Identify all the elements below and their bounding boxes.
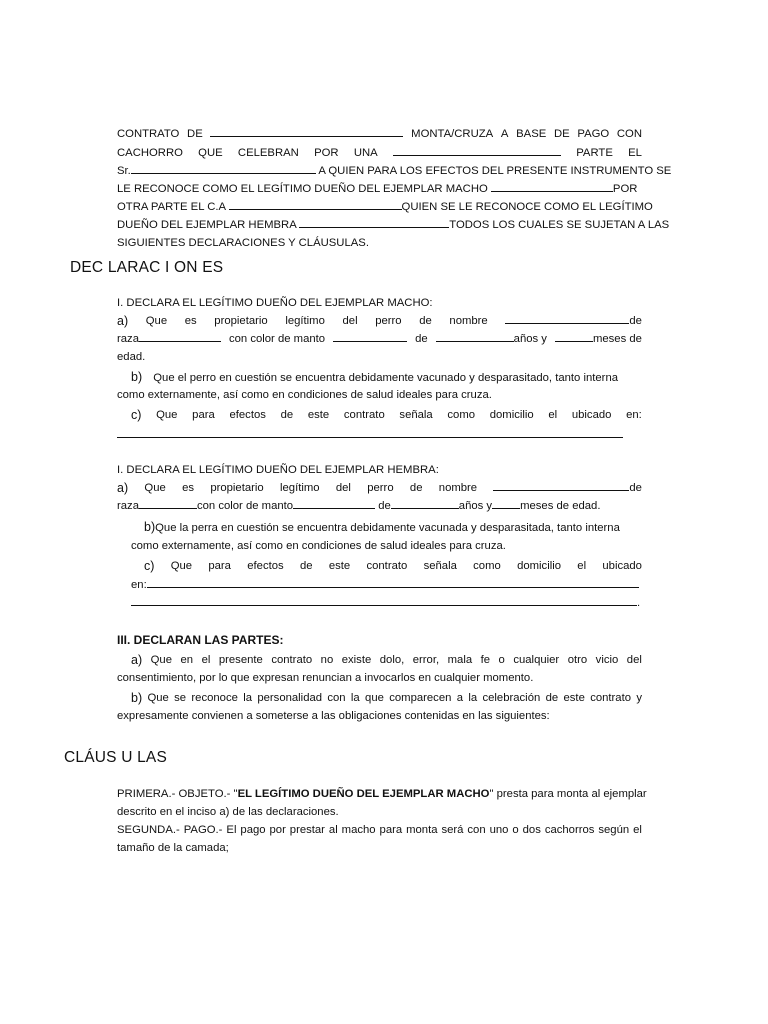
sec2-b-line-1: b)Que la perra en cuestión se encuentra debidamente vacunada y desparasitada, tanto interna [144,520,620,534]
intro-word: DE [553,128,570,140]
sec2-a-line-2: raza con color de manto de años y meses de edad. [117,497,600,515]
intro-word: PARTE [576,147,613,159]
item-label: a) [131,653,143,667]
intro-line-1 [117,125,642,143]
blank-line [147,576,639,588]
sec2-b-line-2: como externamente, así como en condiciones de salud ideales para cruza. [131,540,506,552]
item-label: c) [131,408,142,422]
intro-word: DE [187,128,203,140]
sec2-a-line-1: a) Que es propietario legítimo del perro de nombre de [117,481,642,495]
intro-word: CACHORRO [117,147,183,159]
blank-line [492,497,520,509]
blank-line [131,594,637,606]
blank-line [139,497,197,509]
blank-line [391,497,459,509]
intro-word: A [500,128,509,140]
sec3-a-line-1: a) Que en el presente contrato no existe dolo, error, mala fe o cualquier otro vicio del [131,653,642,667]
intro-word: CON [616,128,642,140]
sec1-a-line-2: raza con color de manto de años y meses de [117,330,642,348]
intro-word: BASE [516,128,547,140]
item-label: b) [131,370,143,384]
intro-word: POR [314,147,339,159]
sec3-b-line-2: expresamente convienen a someterse a las obligaciones contenidas en las siguientes: [117,710,550,722]
sec1-c-line-1: c) Que para efectos de este contrato señala como domicilio el ubicado en: [131,408,642,422]
intro-line-7: SIGUIENTES DECLARACIONES Y CLÁUSULAS. [117,237,369,249]
intro-word: CELEBRAN [237,147,299,159]
blank-line [293,497,375,509]
intro-word: CONTRATO [117,128,180,140]
item-label: a) [117,481,129,495]
clausula-segunda-line-2: tamaño de la camada; [117,842,229,854]
item-label: b) [144,520,156,534]
section-title-hembra: I. DECLARA EL LEGÍTIMO DUEÑO DEL EJEMPLAR HEMBRA: [117,464,439,476]
blank-line [491,180,613,192]
sec1-a-line-3: edad. [117,351,146,363]
item-label: a) [117,314,129,328]
intro-line-4: LE RECONOCE COMO EL LEGÍTIMO DUEÑO DEL EJEMPLAR MACHO POR [117,180,637,198]
blank-line [436,330,514,342]
clausula-segunda-line-1: SEGUNDA.- PAGO.- El pago por prestar al macho para monta será con uno o dos cachorros según el [117,824,642,836]
intro-line-6: DUEÑO DEL EJEMPLAR HEMBRA TODOS LOS CUALES SE SUJETAN A LAS [117,216,669,234]
item-label: b) [131,691,143,705]
blank-line [393,144,561,156]
intro-word: EL [628,147,642,159]
intro-word: PAGO [577,128,610,140]
sec1-b-line-2: como externamente, así como en condiciones de salud ideales para cruza. [117,389,492,401]
blank-line [493,479,629,491]
sec1-b-line-1: b) Que el perro en cuestión se encuentra debidamente vacunado y desparasitado, tanto interna [131,370,619,384]
blank-line [555,330,593,342]
blank-line [117,437,623,438]
intro-word: QUE [198,147,223,159]
item-label: c) [144,559,155,573]
sec2-c-line-2: en: [131,576,639,594]
sec2-c-line-1: c) Que para efectos de este contrato señala como domicilio el ubicado [144,559,642,573]
blank-line [210,125,403,137]
intro-word: MONTA/CRUZA [411,128,494,140]
sec3-b-line-1: b) Que se reconoce la personalidad con la que comparecen a la celebración de este contrato y [131,691,642,705]
clausula-primera-line-2: descrito en el inciso a) de las declaraciones. [117,806,339,818]
sec2-c-line-3: . [131,594,640,612]
blank-line [229,198,402,210]
sec3-a-line-2: consentimiento, por lo que expresan renuncian a invocarlos en cualquier momento. [117,672,534,684]
blank-line [139,330,221,342]
section-heading-declaraciones: DEC LARAC I ON ES [70,259,224,276]
intro-line-3: Sr. A QUIEN PARA LOS EFECTOS DEL PRESENTE INSTRUMENTO SE [117,162,671,180]
intro-line-5: OTRA PARTE EL C.A QUIEN SE LE RECONOCE COMO EL LEGÍTIMO [117,198,653,216]
intro-line-2 [117,144,642,162]
section-title-macho: I. DECLARA EL LEGÍTIMO DUEÑO DEL EJEMPLAR MACHO: [117,297,433,309]
blank-line [333,330,407,342]
intro-word: UNA [353,147,378,159]
blank-line [299,216,449,228]
section-title-partes: III. DECLARAN LAS PARTES: [117,633,284,647]
blank-line [131,162,316,174]
sec1-a-line-1: a) Que es propietario legítimo del perro de nombre de [117,314,642,328]
blank-line [505,312,629,324]
clausula-primera-line-1: PRIMERA.- OBJETO.- "EL LEGÍTIMO DUEÑO DEL EJEMPLAR MACHO" presta para monta al ejemplar [117,788,647,800]
section-heading-clausulas: CLÁUS U LAS [64,749,167,766]
